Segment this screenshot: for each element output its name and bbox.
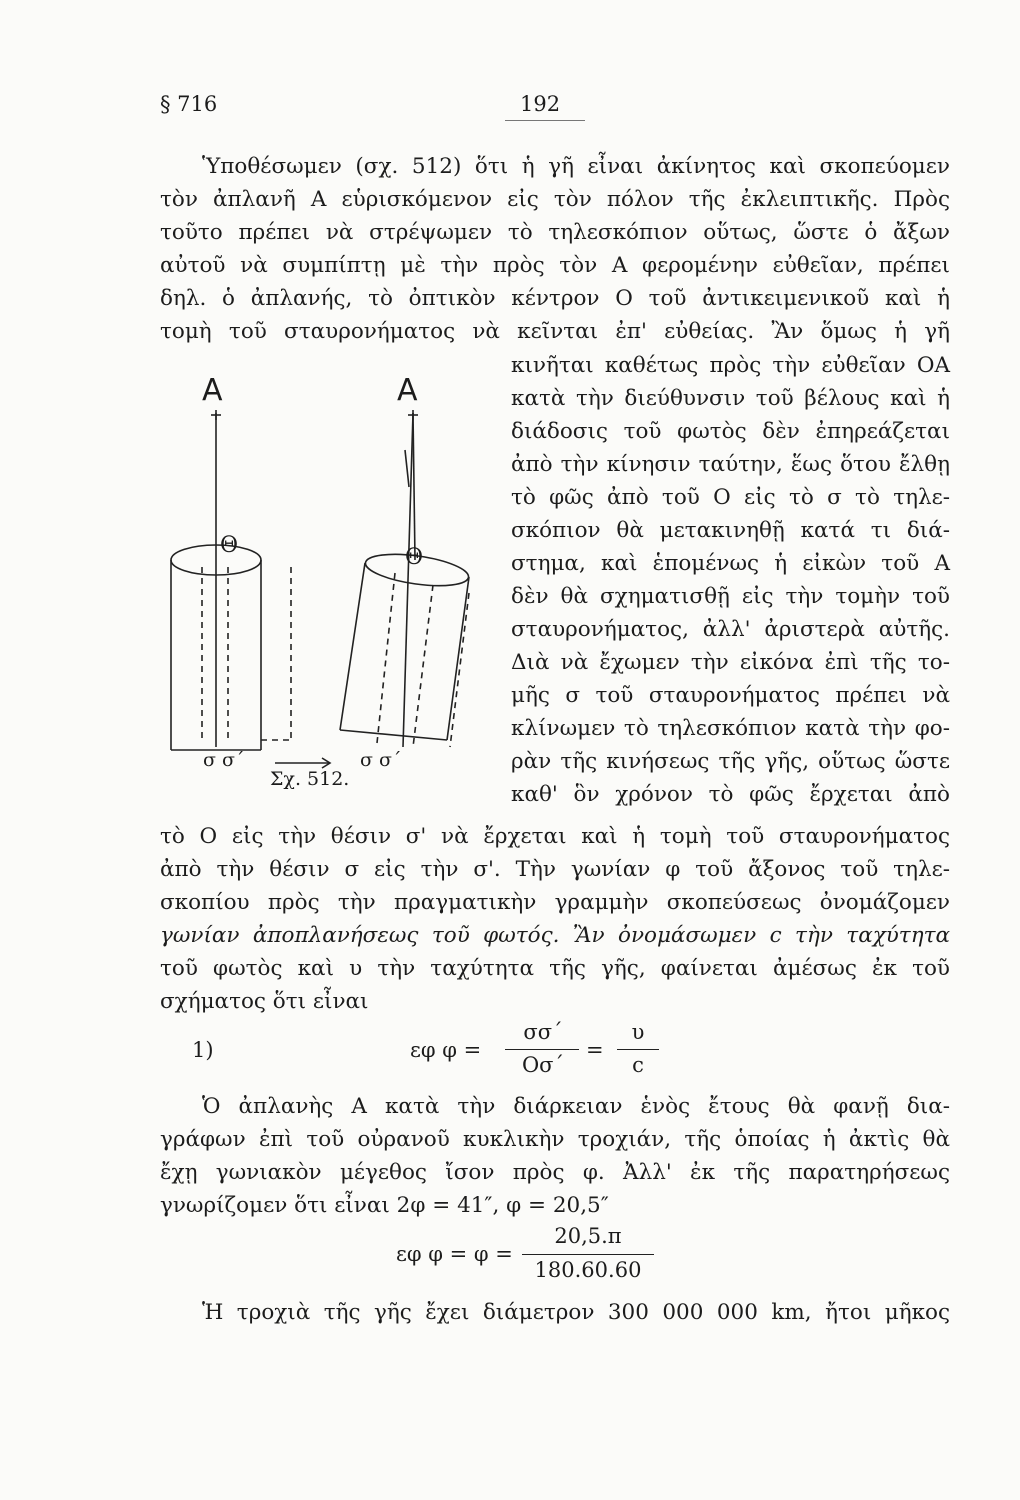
text-line: σκόπιον θὰ μετακινηθῇ κατά τι διά- xyxy=(511,518,950,543)
star-label-right: Α xyxy=(397,373,418,408)
star-label-left: Α xyxy=(202,373,223,408)
text-line: κλίνωμεν τὸ τηλεσκόπιον κατὰ τὴν φο- xyxy=(511,716,950,741)
center-label-right: Θ xyxy=(405,545,424,570)
text-line: σταυρονήματος, ἀλλ' ἀριστερὰ αὐτῆς. xyxy=(511,617,950,642)
formula-equals: = xyxy=(586,1038,604,1062)
text-line: τοῦτο πρέπει νὰ στρέψωμεν τὸ τηλεσκόπιον οὕτως, ὥστε ὁ ἄξων xyxy=(160,220,950,245)
fraction-2-bar xyxy=(617,1049,659,1050)
page-number: 192 xyxy=(520,92,561,116)
intro-paragraph xyxy=(160,150,950,348)
text-line: σκοπίου πρὸς τὴν πραγματικὴν γραμμὴν σκοπεύσεως ὀνομάζομεν xyxy=(160,890,950,915)
fraction-2-numerator: υ xyxy=(631,1020,645,1044)
text-line: ἀπὸ τὴν κίνησιν ταύτην, ἕως ὅτου ἔλθῃ xyxy=(511,452,950,477)
text-line: τὸν ἀπλανῆ Α εὑρισκόμενον εἰς τὸν πόλον τῆς ἐκλειπτικῆς. Πρὸς xyxy=(160,187,950,212)
section-number: § 716 xyxy=(160,92,218,116)
text-line: στημα, καὶ ἑπομένως ἡ εἰκὼν τοῦ Α xyxy=(511,551,950,576)
formula-2-lhs: εφ φ = φ = xyxy=(396,1242,513,1266)
text-line: διάδοσις τοῦ φωτὸς δὲν ἐπηρεάζεται xyxy=(511,419,950,444)
bottom-labels-left: σ σ΄ xyxy=(203,749,245,771)
header-rule xyxy=(505,120,585,121)
figure-caption: Σχ. 512. xyxy=(270,768,350,790)
continuation-paragraph xyxy=(160,820,950,1018)
fraction-1-denominator: Οσ΄ xyxy=(521,1053,565,1077)
fraction-1-numerator: σσ΄ xyxy=(523,1020,563,1044)
orbit-paragraph xyxy=(160,1090,950,1222)
text-line: δὲν θὰ σχηματισθῇ εἰς τὴν τομὴν τοῦ xyxy=(511,584,950,609)
text-line: Ὑποθέσωμεν (σχ. 512) ὅτι ἡ γῆ εἶναι ἀκίνητος καὶ σκοπεύομεν xyxy=(202,154,950,179)
fraction-1-bar xyxy=(505,1049,579,1050)
page-header xyxy=(160,92,950,124)
aberration-diagram xyxy=(165,375,505,805)
text-line: Ἡ τροχιὰ τῆς γῆς ἔχει διάμετρον 300 000 000 km, ἤτοι μῆκος xyxy=(202,1300,950,1325)
center-label-left: Θ xyxy=(220,533,239,558)
right-sight-line xyxy=(403,413,413,747)
text-line: τὸ φῶς ἀπὸ τοῦ Ο εἰς τὸ σ τὸ τηλε- xyxy=(511,485,950,510)
bottom-labels-right: σ σ΄ xyxy=(360,749,402,771)
last-line xyxy=(160,1296,950,1329)
text-line: μῆς σ τοῦ σταυρονήματος πρέπει νὰ xyxy=(511,683,950,708)
text-line: ἔχῃ γωνιακὸν μέγεθος ἴσον πρὸς φ. Ἀλλ' ἐκ τῆς παρατηρήσεως xyxy=(160,1160,950,1185)
text-line: τοῦ φωτὸς καὶ υ τὴν ταχύτητα τῆς γῆς, φαίνεται ἀμέσως ἐκ τοῦ xyxy=(160,956,950,981)
text-line: τομὴ τοῦ σταυρονήματος νὰ κεῖνται ἐπ' εὐθείας. Ἂν ὅμως ἡ γῆ xyxy=(160,319,950,344)
text-line: ρὰν τῆς κινήσεως τῆς γῆς, οὕτως ὥστε xyxy=(511,749,950,774)
formula-lhs: εφ φ = xyxy=(410,1038,482,1062)
text-line: Διὰ νὰ ἔχωμεν τὴν εἰκόνα ἐπὶ τῆς το- xyxy=(511,650,950,675)
text-line: αὐτοῦ νὰ συμπίπτῃ μὲ τὴν πρὸς τὸν Α φερομένην εὐθεῖαν, πρέπει xyxy=(160,253,950,278)
figure-512 xyxy=(165,375,505,805)
text-line: τὸ Ο εἰς τὴν θέσιν σ' νὰ ἔρχεται καὶ ἡ τομὴ τοῦ σταυρονήματος xyxy=(160,824,950,849)
text-line: κινῆται καθέτως πρὸς τὴν εὐθεῖαν ΟΑ xyxy=(511,353,950,378)
fraction-2-denominator: c xyxy=(632,1053,644,1077)
right-column-text xyxy=(511,349,950,811)
text-line: κατὰ τὴν διεύθυνσιν τοῦ βέλους καὶ ἡ xyxy=(511,386,950,411)
text-line: δηλ. ὁ ἀπλανής, τὸ ὀπτικὸν κέντρον Ο τοῦ ἀντικειμενικοῦ καὶ ἡ xyxy=(160,286,950,311)
text-line: σχήματος ὅτι εἶναι xyxy=(160,989,369,1014)
text-line: γράφων ἐπὶ τοῦ οὐρανοῦ κυκλικὴν τροχιάν, τῆς ὁποίας ἡ ἀκτὶς θὰ xyxy=(160,1127,950,1152)
text-line: γωνίαν ἀποπλανήσεως τοῦ φωτός. Ἂν ὀνομάσωμεν c τὴν ταχύτητα xyxy=(160,923,950,948)
text-line: Ὁ ἀπλανὴς Α κατὰ τὴν διάρκειαν ἑνὸς ἔτους θὰ φανῇ δια- xyxy=(202,1094,950,1119)
text-line: ἀπὸ τὴν θέσιν σ εἰς τὴν σ'. Τὴν γωνίαν φ τοῦ ἄξονος τοῦ τηλε- xyxy=(160,857,950,882)
formula-label: 1) xyxy=(192,1038,214,1062)
formula-2-numerator: 20,5.π xyxy=(554,1224,622,1248)
formula-2-bar xyxy=(522,1254,654,1255)
formula-2-denominator: 180.60.60 xyxy=(534,1258,642,1282)
text-line: καθ' ὃν χρόνον τὸ φῶς ἔρχεται ἀπὸ xyxy=(511,782,950,807)
text-line: γνωρίζομεν ὅτι εἶναι 2φ = 41″, φ = 20,5″ xyxy=(160,1193,609,1218)
